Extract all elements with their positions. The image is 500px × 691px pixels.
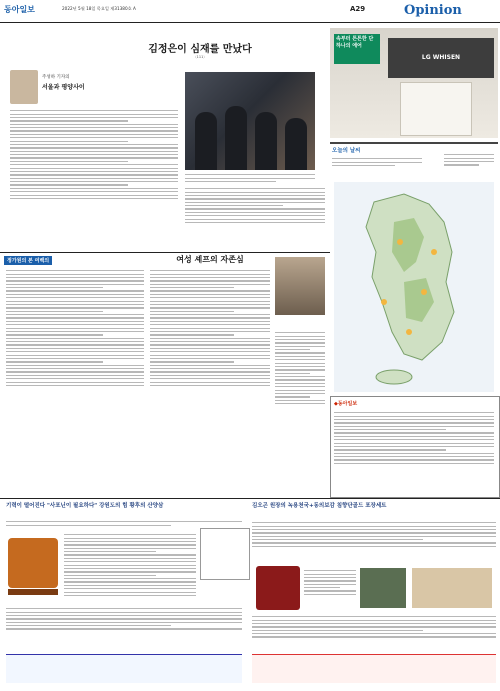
ginseng-product-image (8, 538, 58, 588)
main-body-text-left (10, 108, 178, 201)
right-notice-text (334, 410, 494, 466)
page-number: A29 (350, 5, 366, 13)
bottom-right-ad-text (252, 520, 496, 549)
photo-caption (185, 172, 315, 184)
column-writer-photo (275, 257, 325, 315)
product-badge (8, 589, 58, 595)
bottom-left-ad-subtitle (6, 519, 242, 528)
right-notice-title: ◆동아일보 (334, 401, 358, 407)
bottom-left-ad-title: 기력이 떨어진다 "사포닌이 필요하다" 강원도의 힘 황후의 산양삼 (6, 503, 164, 509)
antler-product-image (256, 566, 300, 610)
column-title: 여성 셰프의 자존심 (176, 255, 244, 264)
main-column-title: 김정은이 심재를 만났다 (148, 44, 252, 55)
main-body-text-right (185, 186, 325, 225)
weather-summary (332, 156, 422, 168)
column-tag: 정가원의 본 여백의 (4, 256, 52, 265)
weather-title: 오늘의 날씨 (332, 148, 361, 154)
main-column-subtitle: 〈111〉 (193, 55, 207, 59)
newspaper-logo: 동아일보 (4, 4, 35, 14)
order-info-box (200, 528, 250, 580)
air-conditioner-image (400, 82, 472, 136)
writer-name: 서울과 평양사이 (42, 84, 85, 91)
bottom-right-ad-title: 김오곤 원장의 녹용천국+동의보감 침향단골드 포장세트 (252, 503, 387, 509)
section-divider (0, 252, 330, 253)
dateline: 2022년 5월 18일 목요일 제31380호 A (62, 6, 136, 11)
weather-map (334, 182, 494, 392)
bottom-left-ad-details (6, 606, 242, 632)
bottom-right-ad-details (252, 614, 496, 640)
ad-section-divider (0, 498, 500, 499)
main-photo (185, 72, 315, 170)
column-center-text (150, 268, 270, 388)
weather-legend (444, 152, 494, 168)
section-label: Opinion (404, 3, 462, 18)
bottom-right-ad-footer (252, 654, 496, 683)
doctor-photo (360, 568, 406, 608)
right-ad-brand: LG WHISEN (388, 38, 494, 78)
writer-role: 주성하 기자의 (42, 75, 70, 80)
right-ad-copy: 속부터 튼튼한 단 하나의 에어 (334, 34, 380, 64)
column-right-text (275, 330, 325, 406)
bottom-right-ad-product-text (304, 568, 356, 597)
writer-photo (10, 70, 38, 104)
bottom-left-ad-footer (6, 654, 242, 683)
column-left-text (6, 268, 144, 388)
bottom-left-ad-text (64, 532, 196, 598)
gift-set-photo (412, 568, 492, 608)
